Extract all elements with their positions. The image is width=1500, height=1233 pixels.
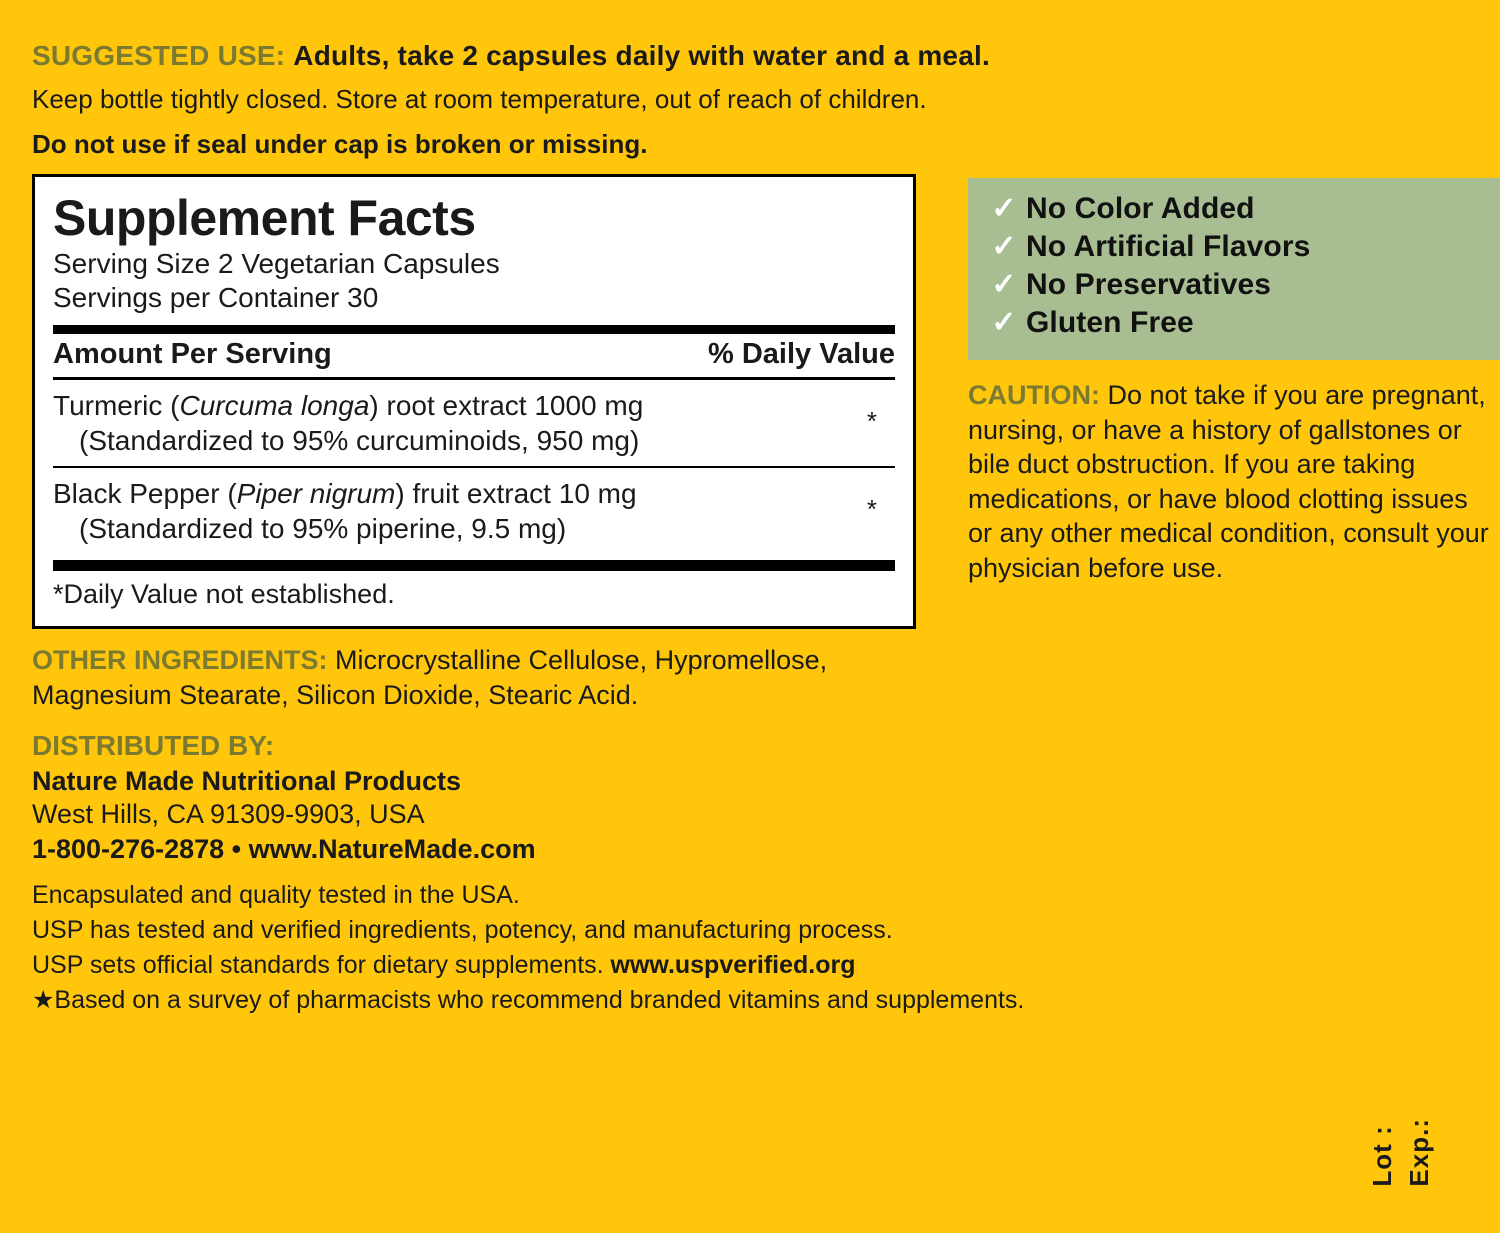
ingredient-1-sub: (Standardized to 95% curcuminoids, 950 mg) [79,425,640,457]
suggested-use-line [32,40,1092,72]
distributor-address: West Hills, CA 91309-9903, USA [32,798,425,829]
suggested-use-label: SUGGESTED USE: [32,40,286,71]
ingredient-name-1 [53,388,643,458]
ingredient-2-latin: Piper nigrum [236,478,396,510]
column-header-amount: Amount Per Serving [53,338,332,371]
serving-size: Serving Size 2 Vegetarian Capsules [53,248,500,279]
list-item [982,192,1490,226]
storage-text: Keep bottle tightly closed. Store at room temperature, out of reach of children. [32,84,927,114]
table-row [53,468,895,554]
directions-block [32,40,1092,160]
ingredient-2-dv: * [866,494,877,525]
ingredient-2-post: ) fruit extract 10 mg [395,478,637,510]
fine-print-line-4: ★Based on a survey of pharmacists who recommend branded vitamins and supplements. [32,985,1025,1014]
ingredient-name-2 [53,476,637,546]
ingredient-2-pre: Black Pepper ( [53,478,237,510]
exp-label: Exp.: [1404,1118,1434,1187]
servings-per-container: Servings per Container 30 [53,282,379,314]
claims-box [968,178,1500,360]
supplement-facts-panel [32,174,916,629]
right-column [932,174,1500,585]
divider-thick-top [53,325,895,334]
other-ingredients-text: Microcrystalline Cellulose, Hypromellose, Magnesium Stearate, Silicon Dioxide, Stearic Acid. [32,645,828,711]
fine-print-block [32,879,1212,1017]
suggested-use-text: Adults, take 2 capsules daily with water and a meal. [293,40,990,71]
fine-print-line-2: USP has tested and verified ingredients, potency, and manufacturing process. [32,915,893,944]
check-icon: ✓ [991,268,1017,301]
daily-value-footnote: *Daily Value not established. [53,579,395,610]
other-ingredients-block [32,643,932,713]
ingredient-1-dv: * [866,406,877,437]
ingredient-1-latin: Curcuma longa [179,390,370,422]
other-ingredients-label: OTHER INGREDIENTS: [32,645,328,676]
fine-print-line-3 [32,949,1212,982]
usp-standards-text: USP sets official standards for dietary supplements. [32,950,611,979]
list-item [982,268,1490,302]
main-columns [32,174,1489,865]
caution-label: CAUTION: [968,380,1100,410]
left-column [32,174,932,865]
ingredient-1-pre: Turmeric ( [53,390,180,422]
check-icon: ✓ [991,192,1017,225]
distributor-contact: 1-800-276-2878 • www.NatureMade.com [32,833,536,864]
table-row [53,380,895,466]
list-item [982,230,1490,264]
claim-label-no-preservatives: No Preservatives [1026,268,1272,301]
seal-warning-text: Do not use if seal under cap is broken or missing. [32,129,648,159]
check-icon: ✓ [991,306,1017,339]
claim-label-gluten-free: Gluten Free [1026,306,1194,339]
ingredient-2-sub: (Standardized to 95% piperine, 9.5 mg) [79,513,567,545]
supplement-facts-header-row [53,334,895,377]
lot-exp-block [1367,1118,1466,1187]
caution-block [968,378,1498,585]
fine-print-line-1: Encapsulated and quality tested in the USA. [32,880,520,909]
distributor-company: Nature Made Nutritional Products [32,765,462,796]
column-header-daily-value: % Daily Value [708,338,895,371]
distributed-by-label: DISTRIBUTED BY: [32,729,275,761]
list-item [982,306,1490,340]
ingredient-1-post: ) root extract 1000 mg [369,390,644,422]
supplement-facts-title: Supplement Facts [53,190,476,246]
claim-label-no-artificial-flavors: No Artificial Flavors [1026,230,1311,263]
check-icon: ✓ [991,230,1017,263]
usp-verified-link[interactable]: www.uspverified.org [610,950,856,979]
claim-label-no-color-added: No Color Added [1026,192,1255,225]
lot-label: Lot : [1367,1125,1397,1187]
caution-text: Do not take if you are pregnant, nursing, or have a history of gallstones or bile duct obstruction. If you are taking medications, or have blood clotting issues or any other medical condition, consult your physician before use. [968,380,1489,583]
divider-thick-bottom [53,560,895,571]
